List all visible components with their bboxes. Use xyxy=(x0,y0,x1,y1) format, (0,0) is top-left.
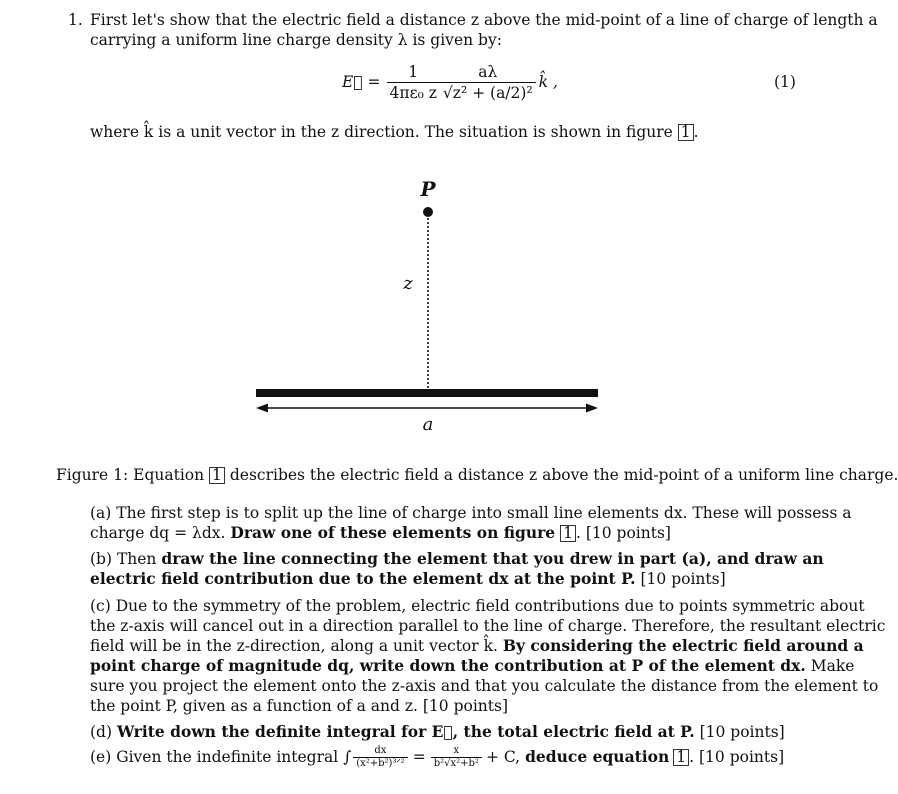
figure-reference-link[interactable]: 1 xyxy=(678,124,694,141)
part-e-line xyxy=(90,742,784,772)
part-b-line2 xyxy=(90,569,726,589)
caption-equation-reference[interactable]: 1 xyxy=(209,467,225,484)
fraction2-denominator: √z² + (a/2)² xyxy=(440,82,536,103)
part-e-f1-denominator: (x²+b²)³ᐟ² xyxy=(353,757,408,770)
equation-fraction-1 xyxy=(387,62,440,103)
part-a-instruction: Draw one of these elements on figure xyxy=(230,523,556,542)
part-c-line1: (c) Due to the symmetry of the problem, electric field contributions due to points symmetric about xyxy=(90,597,865,615)
part-e-plus-c: + C, xyxy=(485,748,521,766)
part-b-points: [10 points] xyxy=(640,570,726,588)
part-c-direction: field will be in the z-direction, along a unit vector k̂. xyxy=(90,637,498,655)
problem-intro-line1: First let's show that the electric field a distance z above the mid-point of a line of charge of length a xyxy=(90,11,878,29)
part-b-instruction-2: electric field contribution due to the element dx at the point P. xyxy=(90,569,636,588)
fraction2-numerator: aλ xyxy=(478,62,498,81)
equation-label: (1) xyxy=(774,73,796,91)
point-p-dot xyxy=(423,207,433,217)
problem-intro-line2: carrying a uniform line charge density λ is given by: xyxy=(90,31,502,49)
where-text: where k̂ is a unit vector in the z direction. The situation is shown in figure xyxy=(90,123,673,141)
part-e-prefix: (e) Given the indefinite integral ∫ xyxy=(90,748,352,766)
part-e-f2-numerator: x xyxy=(453,744,460,756)
problem-number: 1. xyxy=(68,11,83,29)
equation-lhs: E⃗ = xyxy=(342,73,381,91)
part-d-instruction: Write down the definite integral for E⃗, the total electric field at P. xyxy=(116,722,695,741)
part-a-points: . [10 points] xyxy=(575,524,671,542)
fraction1-denominator: 4πε₀ z xyxy=(387,82,440,103)
part-a-line2 xyxy=(90,523,671,543)
part-c-instruction-1: By considering the electric field around a xyxy=(502,636,864,655)
part-e-fraction-2 xyxy=(431,745,482,770)
point-p-label: P xyxy=(420,177,436,201)
length-arrow-right-head xyxy=(586,404,598,413)
equation-1 xyxy=(342,62,558,102)
caption-rest: describes the electric field a distance z above the mid-point of a uniform line charge. xyxy=(229,466,898,484)
part-e-equals: = xyxy=(412,748,426,766)
part-e-f2-denominator: b²√x²+b² xyxy=(431,757,482,770)
part-c-line5: sure you project the element onto the z-axis and that you calculate the distance from the element to xyxy=(90,677,879,695)
where-end: . xyxy=(693,123,699,141)
part-b-instruction-1: draw the line connecting the element that you drew in part (a), and draw an xyxy=(161,549,824,568)
part-c-instruction-2: point charge of magnitude dq, write down the contribution at P of the element dx. xyxy=(90,656,806,675)
part-d-line xyxy=(90,722,785,742)
part-c-line6: the point P, given as a function of a and z. [10 points] xyxy=(90,697,509,715)
part-a-line1: (a) The first step is to split up the line of charge into small line elements dx. These will possess a xyxy=(90,504,852,522)
part-a-figure-reference[interactable]: 1 xyxy=(560,525,576,542)
part-d-prefix: (d) xyxy=(90,723,113,741)
figure-caption xyxy=(56,465,898,485)
part-e-equation-reference[interactable]: 1 xyxy=(673,749,689,766)
part-c-line3 xyxy=(90,636,864,656)
figure-1 xyxy=(0,170,820,440)
part-c-line2: the z-axis will cancel out in a direction parallel to the line of charge. Therefore, the resultant electric xyxy=(90,617,886,635)
length-arrow-left-head xyxy=(256,404,268,413)
part-e-f1-numerator: dx xyxy=(374,744,387,756)
part-e-fraction-1 xyxy=(353,745,408,770)
line-of-charge xyxy=(256,389,598,397)
part-b-line1 xyxy=(90,549,824,569)
part-c-make: Make xyxy=(810,657,855,675)
part-a-charge: charge dq = λdx. xyxy=(90,524,226,542)
equation-unit-vector: k̂ , xyxy=(538,73,558,91)
caption-prefix: Figure 1: Equation xyxy=(56,466,205,484)
fraction1-numerator: 1 xyxy=(408,62,419,81)
z-label: z xyxy=(403,273,413,294)
part-b-prefix: (b) Then xyxy=(90,550,157,568)
part-c-line4 xyxy=(90,656,854,676)
a-label: a xyxy=(422,414,434,435)
part-d-points: [10 points] xyxy=(699,723,785,741)
where-line xyxy=(90,122,699,142)
part-e-instruction: deduce equation xyxy=(525,747,670,766)
equation-fraction-2 xyxy=(440,62,536,103)
part-e-points: . [10 points] xyxy=(689,748,785,766)
